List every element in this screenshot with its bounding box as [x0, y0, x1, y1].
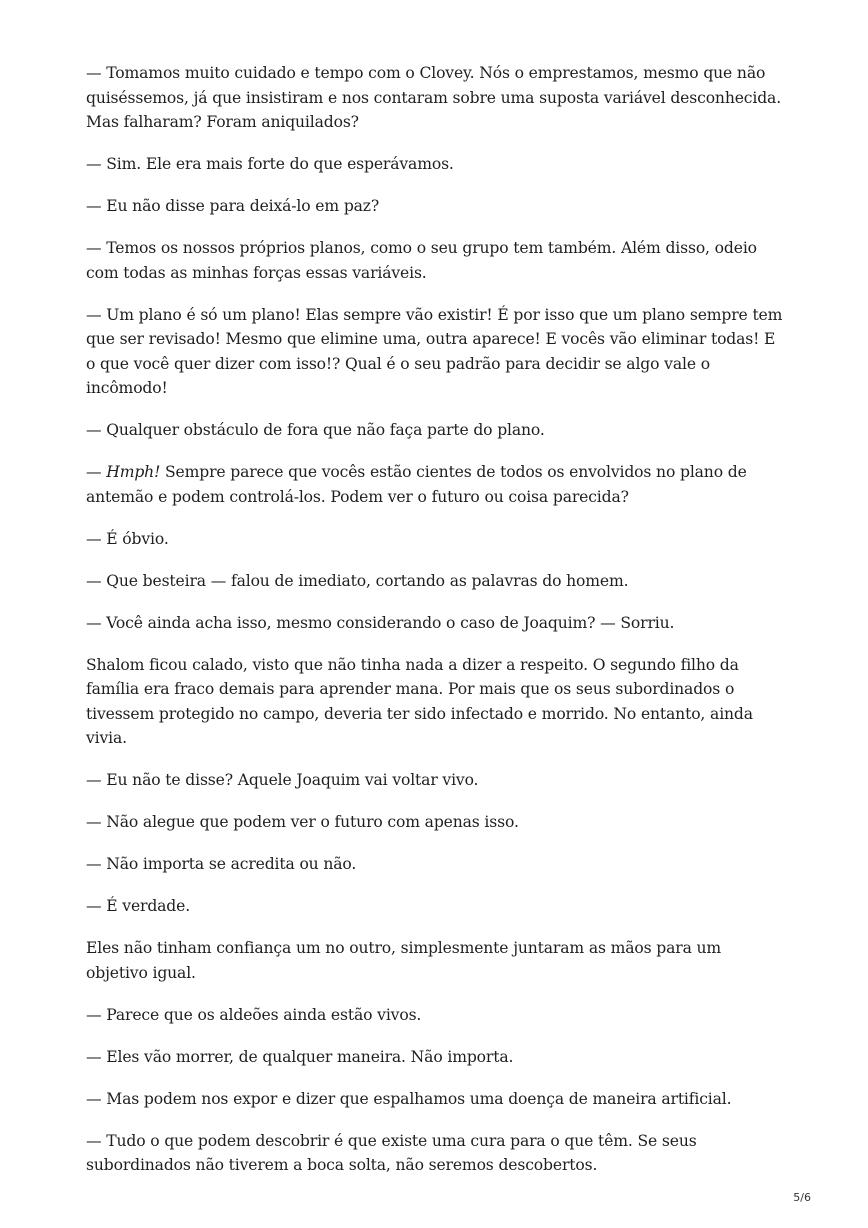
paragraph: Shalom ficou calado, visto que não tinha nada a dizer a respeito. O segundo filho da família era fraco demais para aprender mana. Por mais que os seus subordinados o tivessem protegido no campo, deveria ter sido infectado e morrido. No entanto, ainda vivia. — [86, 655, 753, 747]
paragraph-rest: Sempre parece que vocês estão cientes de todos os envolvidos no plano de antemão e podem controlá-los. Podem ver o futuro ou coisa parecida? — [86, 463, 747, 506]
paragraph: — Eu não disse para deixá-lo em paz? — [86, 197, 380, 215]
emphasis-text: Hmph! — [106, 463, 161, 481]
dash: — — [86, 463, 107, 481]
paragraph: — Tudo o que podem descobrir é que existe uma cura para o que têm. Se seus subordinados não tiverem a boca solta, não seremos descobertos. — [86, 1131, 697, 1174]
paragraph-with-emphasis — [86, 460, 786, 509]
paragraph: Eles não tinham confiança um no outro, simplesmente juntaram as mãos para um objetivo igual. — [86, 939, 722, 982]
paragraph: — Não alegue que podem ver o futuro com apenas isso. — [86, 813, 519, 831]
paragraph: — Qualquer obstáculo de fora que não faça parte do plano. — [86, 421, 545, 439]
paragraph: — Temos os nossos próprios planos, como o seu grupo tem também. Além disso, odeio com todas as minhas forças essas variáveis. — [86, 239, 757, 282]
paragraph: — Eu não te disse? Aquele Joaquim vai voltar vivo. — [86, 771, 479, 789]
paragraph: — Um plano é só um plano! Elas sempre vão existir! É por isso que um plano sempre tem que ser revisado! Mesmo que elimine uma, outra aparece! E vocês vão eliminar todas! E o que você quer dizer com isso!? Qual é o seu padrão para decidir se algo vale o incômodo! — [86, 305, 783, 397]
paragraph: — Não importa se acredita ou não. — [86, 855, 357, 873]
page-number: 5/6 — [793, 1191, 811, 1204]
paragraph: — Mas podem nos expor e dizer que espalhamos uma doença de maneira artificial. — [86, 1089, 732, 1108]
paragraph: — Que besteira — falou de imediato, cortando as palavras do homem. — [86, 571, 629, 590]
paragraph: — Sim. Ele era mais forte do que esperávamos. — [86, 155, 454, 173]
paragraph: — Parece que os aldeões ainda estão vivos. — [86, 1005, 422, 1024]
paragraph: — Tomamos muito cuidado e tempo com o Clovey. Nós o emprestamos, mesmo que não quiséssemos, já que insistiram e nos contaram sobre uma suposta variável desconhecida. Mas falharam? Foram aniquilados? — [86, 64, 782, 131]
paragraph: — Você ainda acha isso, mesmo considerando o caso de Joaquim? — Sorriu. — [86, 613, 675, 632]
paragraph: — É óbvio. — [86, 529, 169, 548]
document-page — [86, 61, 786, 1195]
paragraph: — Eles vão morrer, de qualquer maneira. Não importa. — [86, 1047, 514, 1066]
paragraph: — É verdade. — [86, 897, 191, 915]
